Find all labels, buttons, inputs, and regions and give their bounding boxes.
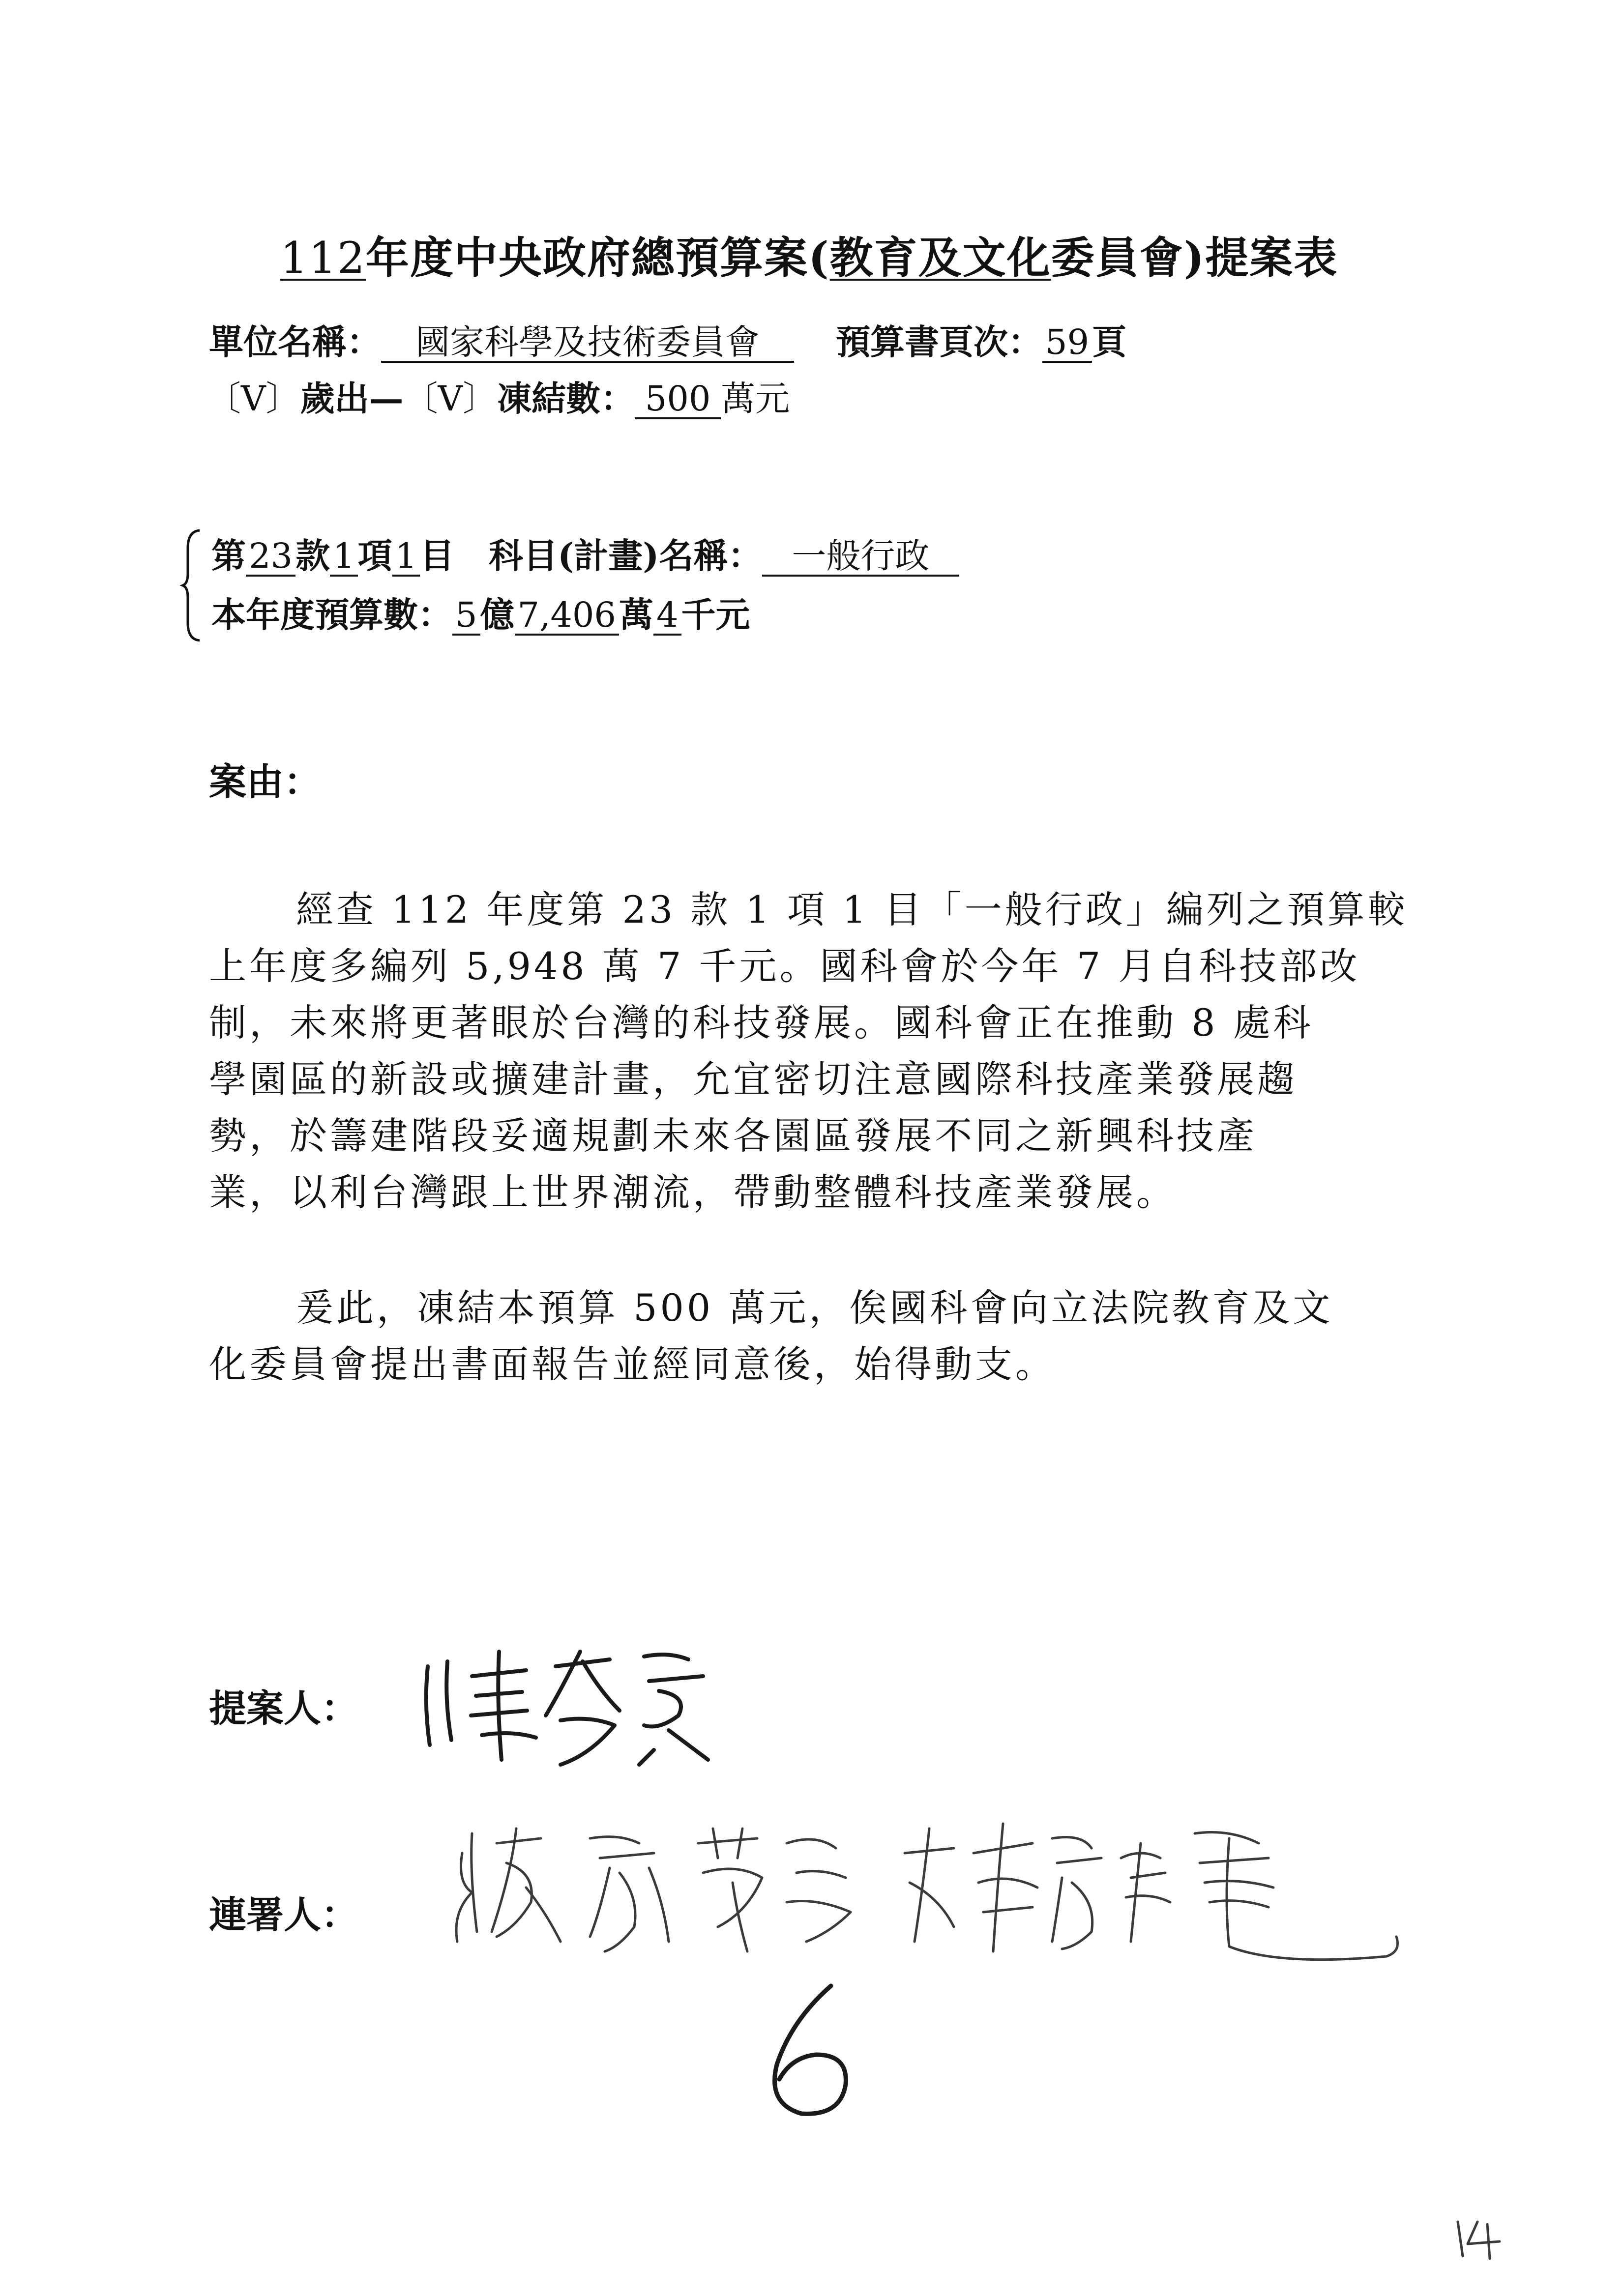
freeze-unit: 萬元 xyxy=(721,378,790,419)
unit-row xyxy=(209,315,1126,364)
freeze-amount: 500 xyxy=(635,381,721,419)
budget-qian-label: 千元 xyxy=(681,594,750,635)
kuan-prefix: 第 xyxy=(211,535,246,576)
reason-label: 案由： xyxy=(209,760,321,804)
budget-qian: 4 xyxy=(653,597,681,636)
subject-value: 一般行政 xyxy=(762,538,959,577)
title-year: 112 xyxy=(280,233,366,283)
kuan-value: 23 xyxy=(246,538,295,577)
unit-label: 單位名稱： xyxy=(209,321,381,362)
reason-line-4: 學園區的新設或擴建計畫，允宜密切注意國際科技產業發展趨 xyxy=(209,1057,1298,1101)
budget-label: 本年度預算數： xyxy=(211,594,452,635)
reason-line-5: 勢，於籌建階段妥適規劃未來各園區發展不同之新興科技產 xyxy=(209,1114,1257,1158)
cosigner-label: 連署人： xyxy=(209,1893,358,1937)
freeze-row xyxy=(207,371,790,421)
reason-line-7: 爰此，凍結本預算 500 萬元，俟國科會向立法院教育及文 xyxy=(296,1286,1333,1330)
subject-label: 科目(計畫)名稱： xyxy=(489,535,763,576)
budget-wan-label: 萬 xyxy=(619,594,653,635)
item-brace xyxy=(182,528,202,646)
page-number xyxy=(1453,2212,1507,2266)
proposer-label: 提案人： xyxy=(209,1686,358,1730)
document-title xyxy=(280,224,1338,286)
budget-yi: 5 xyxy=(452,597,480,636)
title-committee: 教育及文化 xyxy=(829,232,1051,283)
reason-line-2: 上年度多編列 5,948 萬 7 千元。國科會於今年 7 月自科技部改 xyxy=(209,944,1360,988)
page-value: 59 xyxy=(1042,324,1092,363)
reason-line-6: 業，以利台灣跟上世界潮流，帶動整體科技產業發展。 xyxy=(209,1170,1177,1214)
cosigner-signatures xyxy=(443,1814,1406,1976)
freeze-label-1: 歲出— xyxy=(300,378,404,419)
mu-label: 目 xyxy=(420,535,455,576)
budget-wan: 7,406 xyxy=(515,597,619,636)
freeze-check-2: 〔V〕 xyxy=(403,378,498,419)
reason-line-8: 化委員會提出書面報告並經同意後，始得動支。 xyxy=(209,1342,1056,1386)
freeze-label-2: 凍結數： xyxy=(497,378,635,419)
title-part1: 年度中央政府總預算案( xyxy=(365,232,830,283)
budget-yi-label: 億 xyxy=(480,594,515,635)
item-row xyxy=(211,528,959,578)
page-suffix: 頁 xyxy=(1092,321,1127,362)
page-label: 預算書頁次： xyxy=(836,321,1042,362)
freeze-check-1: 〔V〕 xyxy=(207,378,300,419)
xiang-label: 項 xyxy=(357,535,392,576)
mu-value: 1 xyxy=(392,538,420,577)
reason-line-3: 制，未來將更著眼於台灣的科技發展。國科會正在推動 8 處科 xyxy=(209,1001,1314,1045)
proposer-signature xyxy=(413,1642,718,1770)
handwritten-count xyxy=(757,1976,870,2123)
title-part2: 委員會)提案表 xyxy=(1051,232,1338,283)
unit-value: 國家科學及技術委員會 xyxy=(381,324,794,363)
budget-row xyxy=(211,587,750,637)
kuan-label: 款 xyxy=(295,535,330,576)
reason-line-1: 經查 112 年度第 23 款 1 項 1 目「一般行政」編列之預算較 xyxy=(296,888,1408,931)
xiang-value: 1 xyxy=(330,538,358,577)
